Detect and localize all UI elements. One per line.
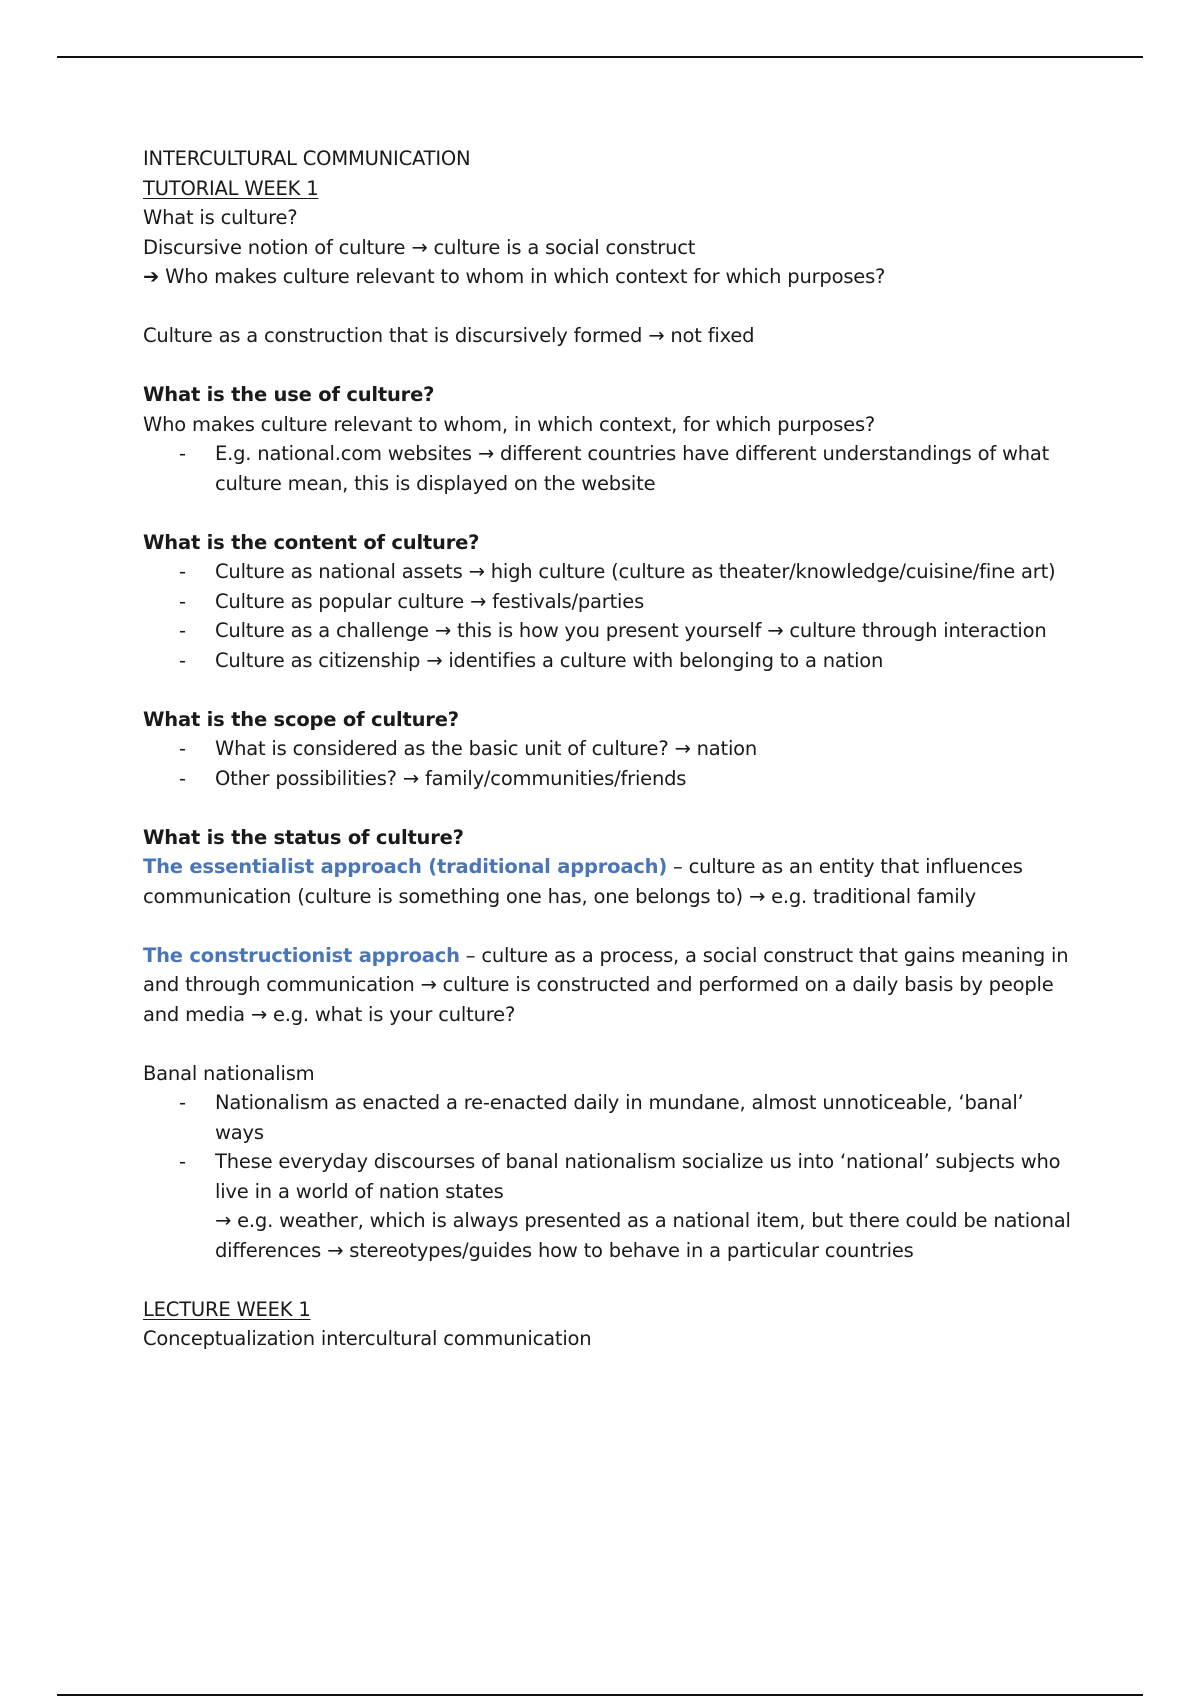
list-item-text: These everyday discourses of banal nationalism socialize us into ‘national’ subjects who live in a world of nation states xyxy=(215,1150,1061,1203)
lecture-subtitle: Conceptualization intercultural communication xyxy=(143,1327,592,1350)
discursive-notion-line: Discursive notion of culture → culture is a social construct xyxy=(143,235,696,259)
constructionist-paragraph xyxy=(143,941,1073,1030)
scope-list xyxy=(143,734,1073,793)
use-list xyxy=(143,439,1073,498)
essentialist-text: – culture as an entity that influences communication (culture is something one has, one belongs to) → e.g. traditional family xyxy=(143,855,1023,908)
list-item xyxy=(215,1147,1073,1265)
list-item-continuation: → e.g. weather, which is always presented as a national item, but there could be national differences → stereotypes/guides how to behave in a particular countries xyxy=(215,1209,1071,1262)
construction-line: Culture as a construction that is discursively formed → not fixed xyxy=(143,324,755,347)
list-item: - Culture as a challenge → this is how you present yourself → culture through interaction xyxy=(215,616,1073,646)
document-title: INTERCULTURAL COMMUNICATION xyxy=(143,147,471,170)
tutorial-heading: TUTORIAL WEEK 1 xyxy=(143,176,319,200)
who-makes-culture-line: ➔ Who makes culture relevant to whom in which context for which purposes? xyxy=(143,265,886,288)
list-item: - Nationalism as enacted a re-enacted daily in mundane, almost unnoticeable, ‘banal’ ways xyxy=(215,1088,1073,1147)
list-item: - Culture as citizenship → identifies a culture with belonging to a nation xyxy=(215,646,1073,676)
use-question: Who makes culture relevant to whom, in which context, for which purposes? xyxy=(143,412,876,436)
footer-rule xyxy=(57,1694,1143,1696)
list-item: - What is considered as the basic unit of culture? → nation xyxy=(215,734,1073,764)
content-heading: What is the content of culture? xyxy=(143,530,480,554)
lecture-heading: LECTURE WEEK 1 xyxy=(143,1297,311,1321)
use-heading: What is the use of culture? xyxy=(143,383,435,406)
essentialist-label: The essentialist approach (traditional approach) xyxy=(143,855,668,878)
what-is-culture-question: What is culture? xyxy=(143,206,298,229)
constructionist-label: The constructionist approach xyxy=(143,943,460,967)
header-rule xyxy=(57,56,1143,58)
document-body xyxy=(143,144,1073,1354)
banal-heading: Banal nationalism xyxy=(143,1061,315,1085)
list-item: - Culture as national assets → high culture (culture as theater/knowledge/cuisine/fine art) xyxy=(215,557,1073,587)
constructionist-text: – culture as a process, a social construct that gains meaning in and through communication → culture is constructed and performed on a daily basis by people and media → e.g. what is your culture? xyxy=(143,943,1069,1026)
scope-heading: What is the scope of culture? xyxy=(143,707,459,731)
status-heading: What is the status of culture? xyxy=(143,825,464,849)
content-list xyxy=(143,557,1073,675)
list-item: - Other possibilities? → family/communities/friends xyxy=(215,764,1073,794)
list-item: - Culture as popular culture → festivals/parties xyxy=(215,587,1073,617)
essentialist-paragraph xyxy=(143,852,1073,911)
list-item: - E.g. national.com websites → different countries have different understandings of what culture mean, this is displayed on the website xyxy=(215,439,1073,498)
banal-list xyxy=(143,1088,1073,1265)
